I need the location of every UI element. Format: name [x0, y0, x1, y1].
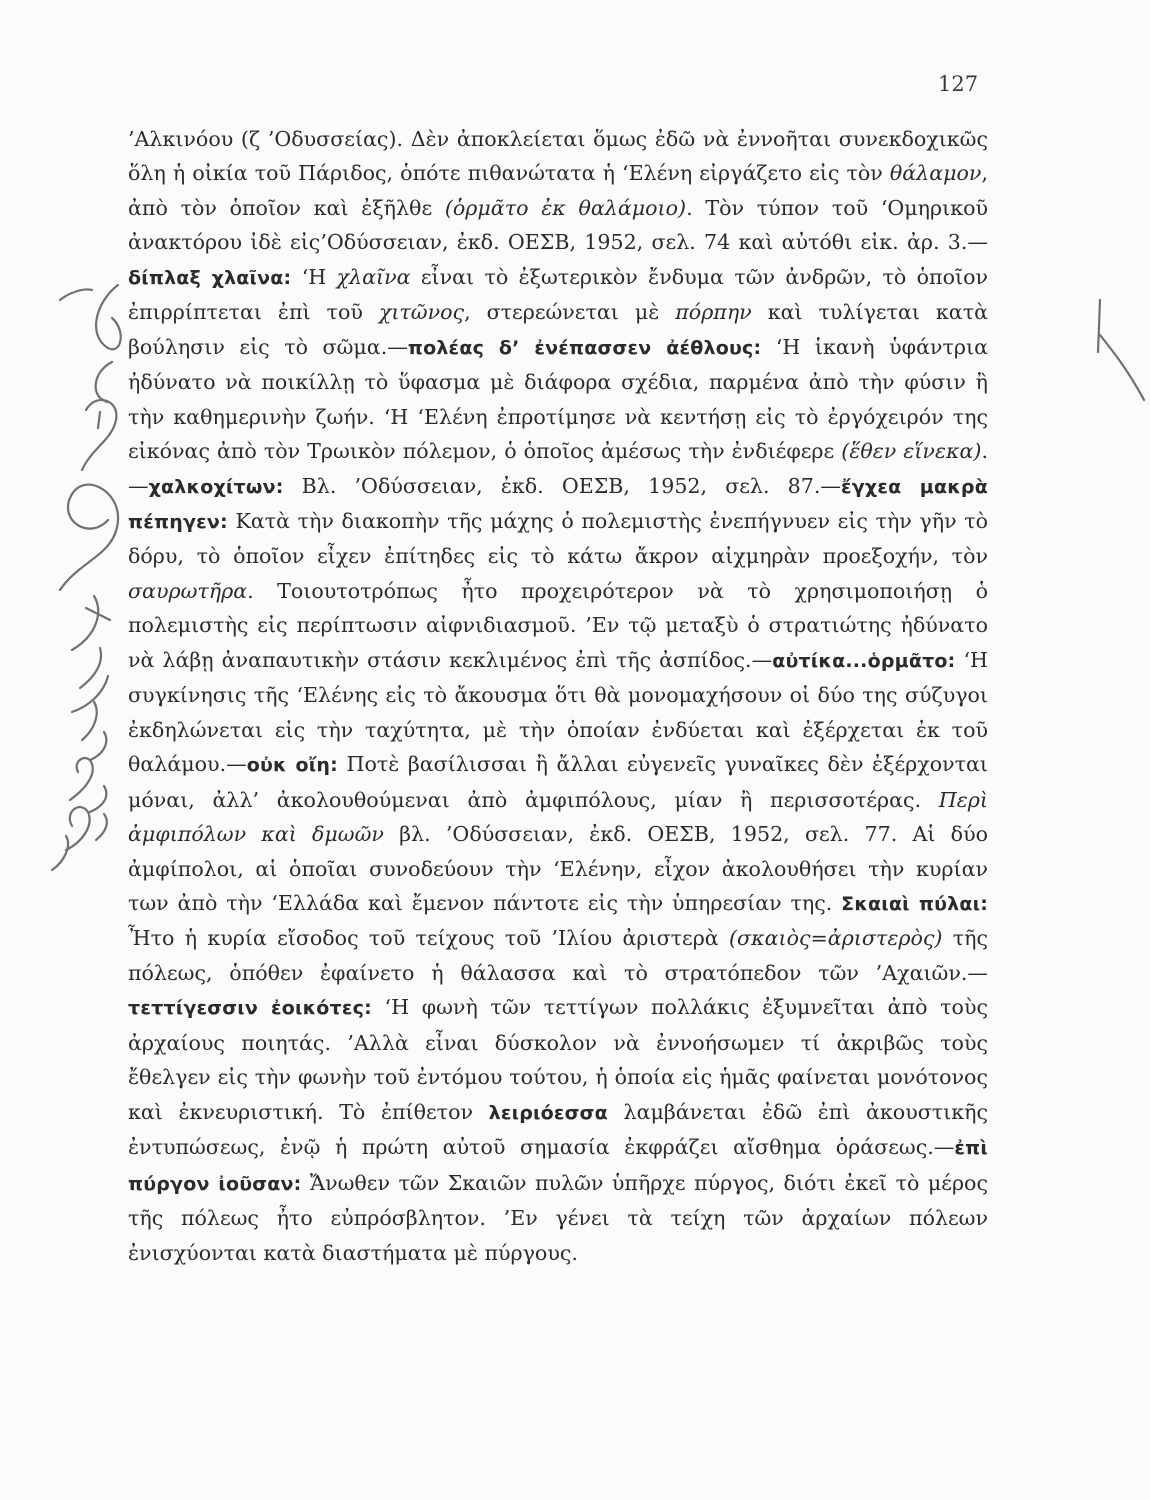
italic-phrase: χιτῶνος	[378, 300, 465, 325]
text-run: . Τοιουτοτρόπως ἦτο προχειρότερον νὰ τὸ χρησιμοποιήσῃ ὁ πολεμιστὴς εἰς περίπτωσιν αἰφνιδιασμοῦ. ’Εν τῷ μεταξὺ ὁ στρατιώτης ἠδύνατο νὰ λάβῃ ἀναπαυτικὴν στάσιν κεκλιμένος ἐπὶ τῆς ἀσπίδος.—	[128, 578, 988, 672]
lemma-heading: ἔγχεα μακρὰ πέπηγεν:	[128, 475, 988, 533]
lemma-heading: λειριόεσσα	[488, 1101, 608, 1124]
text-run: βλ. ’Οδύσσειαν, ἐκδ. ΟΕΣΒ, 1952, σελ. 77. Αἱ δύο ἀμφίπολοι, αἱ ὁποῖαι συνοδεύουν τὴν ‘Ελένην, εἶχον ἀκολουθήσει τὴν κυρίαν των ἀπὸ τὴν ‘Ελλάδα καὶ ἔμενον πάντοτε εἰς τὴν ὑπηρεσίαν της.	[128, 822, 988, 915]
italic-phrase: (ἕθεν εἵνεκα)	[841, 439, 982, 464]
text-run: ‘Η ἱκανὴ ὑφάντρια ἠδύνατο νὰ ποικίλλῃ τὸ ὕφασμα μὲ διάφορα σχέδια, παρμένα ἀπὸ τὴν φύσιν ἢ τὴν καθημερινὴν ζωήν. ‘Η ‘Ελένη ἐπροτίμησε νὰ κεντήσῃ εἰς τὸ ἐργόχειρόν της εἰκόνας ἀπὸ τὸν Τρωικὸν πόλεμον, ὁ ὁποῖος ἀμέσως τὴν ἐνδιέφερε	[128, 334, 988, 464]
lemma-heading: αὐτίκα...ὁρμᾶτο:	[772, 649, 956, 672]
italic-phrase: Περὶ ἀμφιπόλων καὶ δμωῶν	[128, 787, 988, 847]
text-run: λαμβάνεται ἐδῶ ἐπὶ ἀκουστικῆς ἐντυπώσεως, ἐνῷ ἡ πρώτη αὐτοῦ σημασία ἐκφράζει αἴσθημα ὁράσεως.—	[128, 1099, 988, 1160]
lemma-heading: πολέας δ’ ἐνέπασσεν ἀέθλους:	[407, 336, 762, 359]
text-run: ‘Η	[291, 264, 337, 289]
text-run: εἶναι τὸ ἐξωτερικὸν ἔνδυμα τῶν ἀνδρῶν, τὸ ὁποῖον ἐπιρρίπτεται ἐπὶ τοῦ	[128, 264, 988, 325]
text-run: Κατὰ τὴν διακοπὴν τῆς μάχης ὁ πολεμιστὴς ἐνεπήγνυεν εἰς τὴν γῆν τὸ δόρυ, τὸ ὁποῖον εἶχεν ἐπίτηδες εἰς τὸ κάτω ἄκρον αἰχμηρὰν προεξοχήν, τὸν	[128, 508, 988, 569]
text-run: , ἀπὸ τὸν ὁποῖον καὶ ἐξῆλθε	[128, 161, 988, 220]
lemma-heading: δίπλαξ χλαῖνα:	[128, 266, 292, 289]
italic-phrase: πόρπην	[675, 300, 752, 325]
text-run: Ἄνωθεν τῶν Σκαιῶν πυλῶν ὑπῆρχε πύργος, διότι ἐκεῖ τὸ μέρος τῆς πόλεως ἦτο εὐπρόσβλητον. ’Εν γένει τὰ τείχη τῶν ἀρχαίων πόλεων ἐνισχύονται κατὰ διαστήματα μὲ πύργους.	[128, 1170, 988, 1265]
text-run: Βλ. ’Οδύσσειαν, ἐκδ. ΟΕΣΒ, 1952, σελ. 87.—	[283, 473, 841, 498]
italic-phrase: χλαῖνα	[336, 264, 411, 289]
text-run: ‘Η φωνὴ τῶν τεττίγων πολλάκις ἐξυμνεῖται ἀπὸ τοὺς ἀρχαίους ποιητάς. ’Αλλὰ εἶναι δύσκολον νὰ ἐννοήσωμεν τί ἀκριβῶς τοὺς ἔθελγεν εἰς τὴν φωνὴν τοῦ ἐντόμου τούτου, ἡ ὁποία εἰς ἡμᾶς φαίνεται μονότονος καὶ ἐκνευριστική. Τὸ ἐπίθετον	[128, 995, 988, 1124]
text-run: Ἦτο ἡ κυρία εἴσοδος τοῦ τείχους τοῦ ’Ιλίου ἀριστερὰ	[128, 926, 730, 951]
italic-phrase: θάλαμον	[889, 161, 982, 186]
commentary-text	[128, 122, 988, 1270]
text-run: ‘Η συγκίνησις τῆς ‘Ελένης εἰς τὸ ἄκουσμα ὅτι θὰ μονομαχήσουν οἱ δύο της σύζυγοι ἐκδηλώνεται εἰς τὴν ταχύτητα, μὲ τὴν ὁποίαν ἐνδύεται καὶ ἐξέρχεται ἐκ τοῦ θαλάμου.—	[128, 647, 988, 777]
text-run: , στερεώνεται μὲ	[464, 300, 676, 325]
lemma-heading: ἐπὶ πύργον ἰοῦσαν:	[128, 1137, 988, 1195]
text-run: ’Αλκινόου (ζ ’Οδυσσείας). Δὲν ἀποκλείεται ὅμως ἐδῶ νὰ ἐννοῆται συνεκδοχικῶς ὅλη ἡ οἰκία τοῦ Πάριδος, ὁπότε πιθανώτατα ἡ ‘Ελένη εἰργάζετο εἰς τὸν	[128, 127, 988, 186]
lemma-heading: οὐκ οἴη:	[246, 754, 338, 777]
text-run: τῆς πόλεως, ὁπόθεν ἐφαίνετο ἡ θάλασσα καὶ τὸ στρατόπεδον τῶν ’Αχαιῶν.—	[128, 926, 989, 985]
lemma-heading: χαλκοχίτων:	[148, 475, 284, 498]
italic-phrase: (ὁρμᾶτο ἐκ θαλάμοιο)	[444, 195, 687, 220]
text-run: Ποτὲ βασίλισσαι ἢ ἄλλαι εὐγενεῖς γυναῖκες δὲν ἐξέρχονται μόναι, ἀλλ’ ἀκολουθούμεναι ἀπὸ ἀμφιπόλους, μίαν ἢ περισσοτέρας.	[128, 752, 988, 812]
italic-phrase: σαυρωτῆρα	[128, 578, 248, 603]
italic-phrase: (σκαιὸς=ἀριστερὸς)	[729, 926, 943, 951]
text-run: . Τὸν τύπον τοῦ ‘Ομηρικοῦ ἀνακτόρου ἰδὲ εἰς’Οδύσσειαν, ἐκδ. ΟΕΣΒ, 1952, σελ. 74 καὶ αὐτόθι εἰκ. ἀρ. 3.—	[128, 195, 988, 255]
page-number: 127	[938, 72, 979, 96]
text-run: καὶ τυλίγεται κατὰ βούλησιν εἰς τὸ σῶμα.—	[128, 300, 988, 359]
text-run: .—	[128, 439, 988, 498]
lemma-heading: τεττίγεσσιν ἐοικότες:	[128, 997, 372, 1020]
lemma-heading: Σκαιαὶ πύλαι:	[841, 892, 988, 915]
commentary-paragraph	[128, 122, 988, 1270]
